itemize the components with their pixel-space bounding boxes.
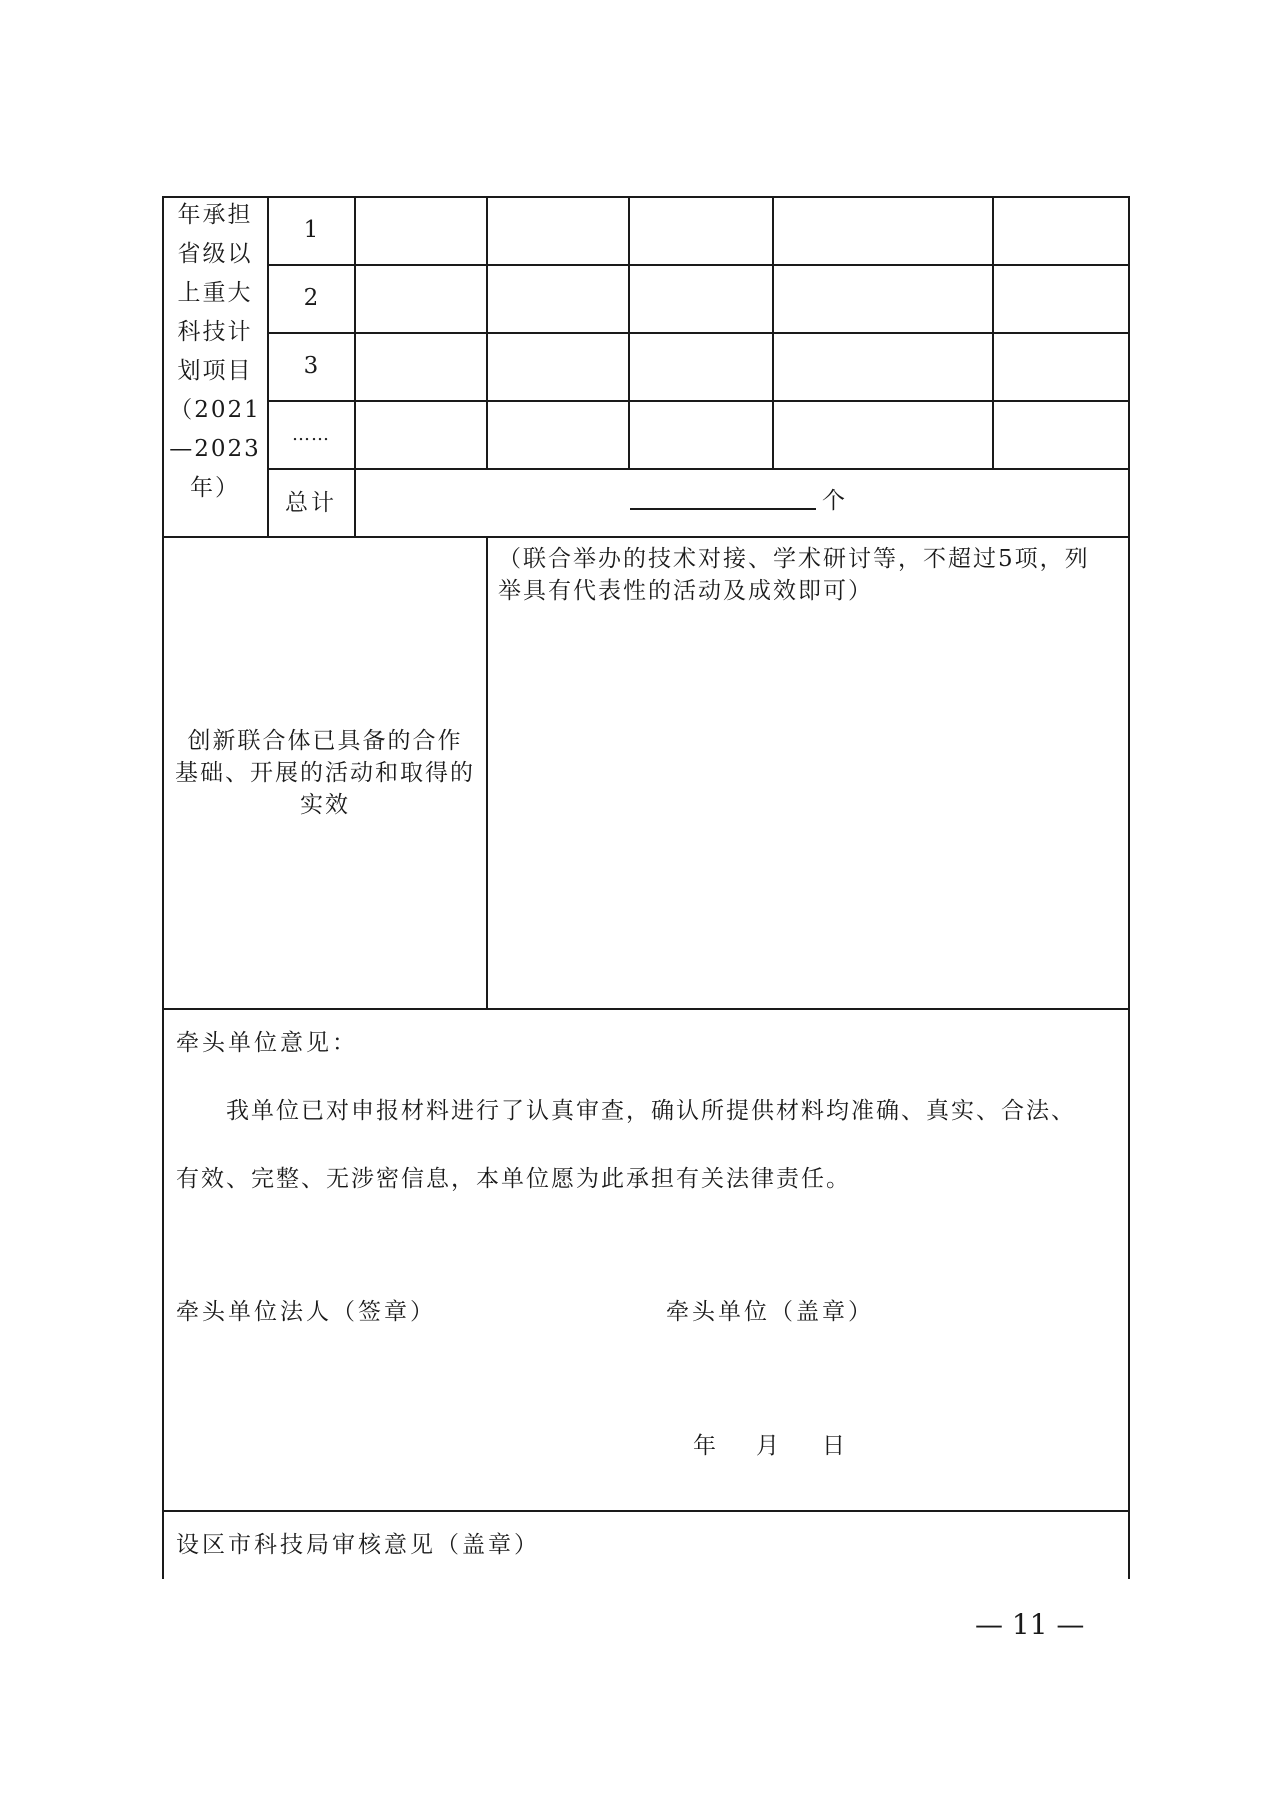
table-line bbox=[267, 332, 1129, 334]
table-line bbox=[267, 400, 1129, 402]
total-label: 总计 bbox=[285, 490, 337, 516]
page-number: — 11 — bbox=[975, 1608, 1085, 1641]
legal-person-signature-label: 牵头单位法人（签章） bbox=[176, 1299, 436, 1325]
total-unit: 个 bbox=[822, 488, 848, 514]
lead-opinion-title: 牵头单位意见： bbox=[176, 1030, 358, 1056]
project-category-label: 年承担 省级以 上重大 科技计 划项目 （2021 —2023 年） bbox=[169, 202, 261, 501]
unit-seal-label: 牵头单位（盖章） bbox=[666, 1299, 874, 1325]
date-day: 日 bbox=[822, 1433, 848, 1459]
city-review-title: 设区市科技局审核意见（盖章） bbox=[176, 1532, 540, 1558]
table-line bbox=[486, 196, 488, 468]
table-line bbox=[628, 196, 630, 468]
row-number: …… bbox=[292, 424, 330, 445]
cooperation-input-area[interactable] bbox=[488, 610, 1126, 1006]
lead-opinion-statement-line1: 我单位已对申报材料进行了认真审查，确认所提供材料均准确、真实、合法、 bbox=[226, 1098, 1076, 1124]
table-line bbox=[162, 1008, 1129, 1010]
table-line bbox=[1128, 196, 1130, 1579]
table-line bbox=[267, 264, 1129, 266]
table-line bbox=[162, 196, 1129, 198]
lead-opinion-statement-line2: 有效、完整、无涉密信息，本单位愿为此承担有关法律责任。 bbox=[176, 1166, 851, 1192]
row-number: 1 bbox=[303, 217, 319, 243]
row-number: 3 bbox=[303, 353, 319, 379]
table-line bbox=[162, 536, 1129, 538]
cooperation-hint: （联合举办的技术对接、学术研讨等，不超过5项，列 举具有代表性的活动及成效即可） bbox=[498, 546, 1090, 604]
table-line bbox=[267, 468, 1129, 470]
cooperation-label: 创新联合体已具备的合作 基础、开展的活动和取得的 实效 bbox=[175, 728, 475, 818]
table-line bbox=[992, 196, 994, 468]
table-line bbox=[162, 1510, 1129, 1512]
row-number: 2 bbox=[303, 285, 319, 311]
table-line bbox=[772, 196, 774, 468]
date-month: 月 bbox=[756, 1433, 782, 1459]
date-year: 年 bbox=[693, 1433, 719, 1459]
total-count-blank[interactable] bbox=[630, 508, 816, 510]
